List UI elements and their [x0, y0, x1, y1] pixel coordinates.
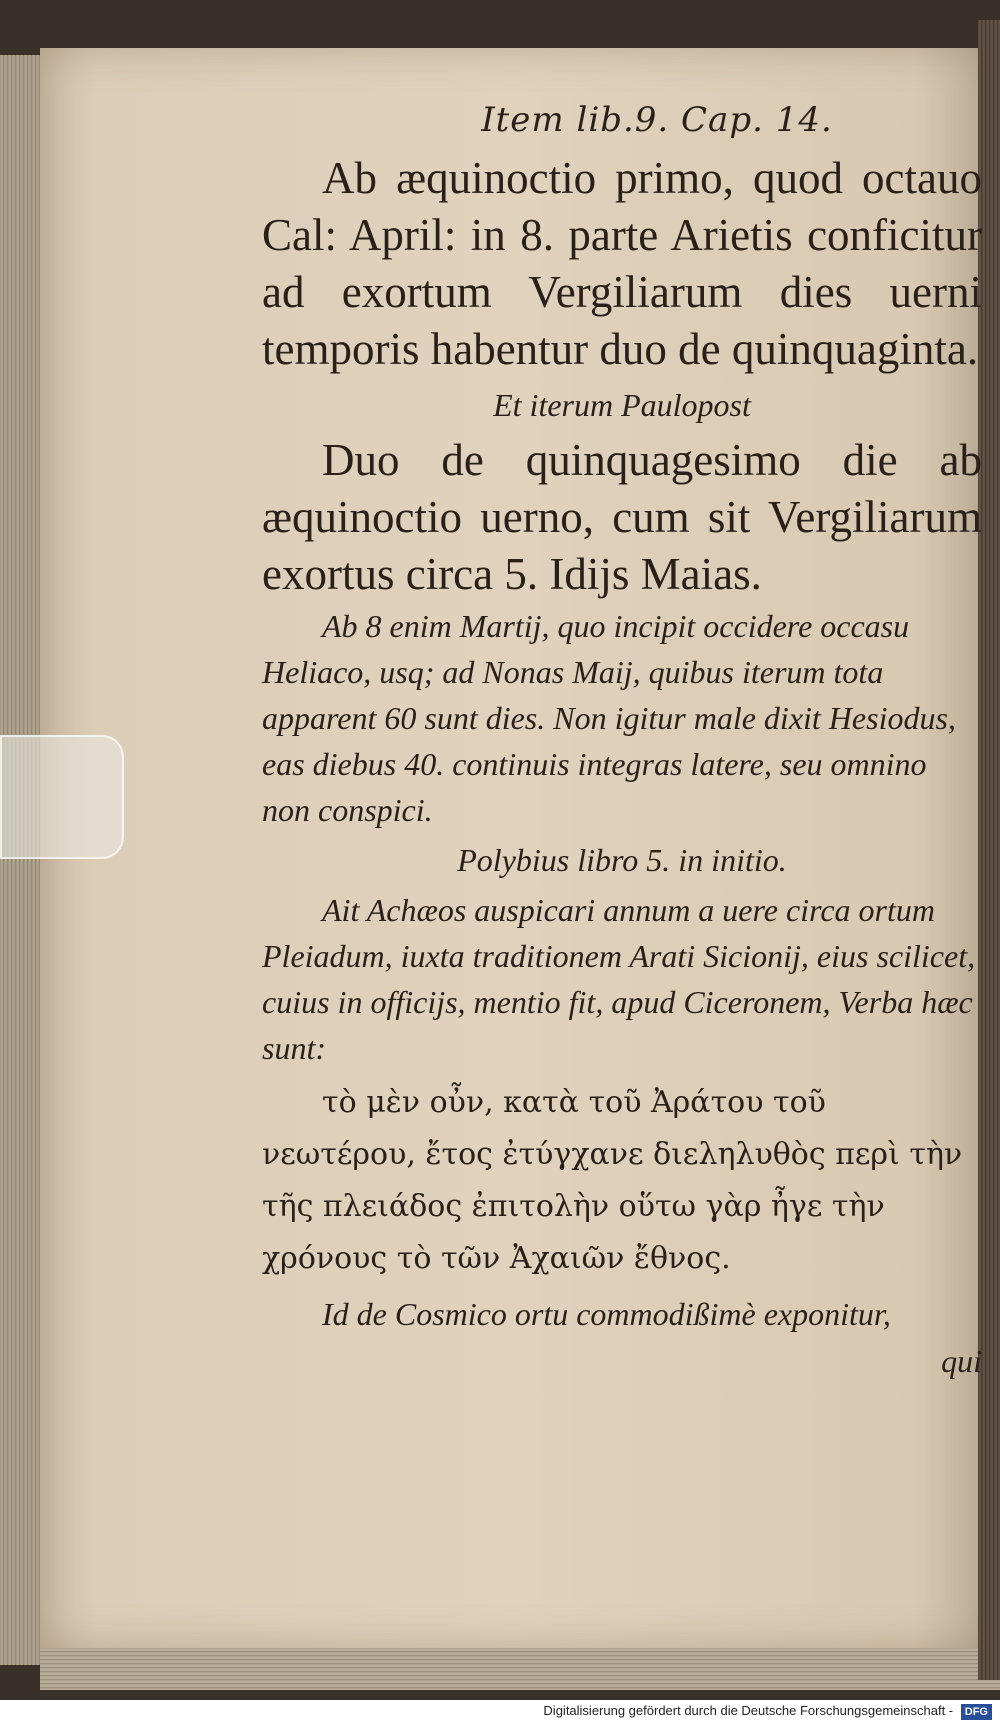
- paragraph-4: Ait Achæos auspicari annum a uere circa ortum Pleiadum, iuxta traditionem Arati Sicionij, eius scilicet, cuius in officijs, mentio fit, apud Ciceronem, Verba hæc sunt:: [262, 892, 976, 1066]
- page-clip: [0, 735, 124, 859]
- greek-quotation: τὸ μὲν οὖν, κατὰ τοῦ Ἀράτου τοῦ νεωτέρου, ἔτος ἐτύγχανε διεληλυθὸς περὶ τὴν τῆς πλειάδος ἐπιτολὴν οὕτω γὰρ ἦγε τὴν χρόνους τὸ τῶν Ἀχαιῶν ἔθνος.: [262, 1085, 963, 1276]
- paragraph-2: Duo de quinquagesimo die ab æquinoctio uerno, cum sit Vergiliarum exortus circa 5. Idijs Maias.: [262, 435, 982, 599]
- paragraph-5: Id de Cosmico ortu commodißimè exponitur,: [322, 1296, 891, 1332]
- catchword: qui: [941, 1343, 982, 1379]
- subheading-1: Et iterum Paulopost: [493, 387, 751, 423]
- subheading-2: Polybius libro 5. in initio.: [457, 842, 787, 878]
- footer-credit: Digitalisierung gefördert durch die Deutsche Forschungsgemeinschaft -: [543, 1703, 954, 1718]
- running-header: Item lib.9. Cap. 14.: [481, 100, 833, 140]
- page-text: [262, 100, 982, 1380]
- paragraph-1: Ab æquinoctio primo, quod octauo Cal: April: in 8. parte Arietis conficitur ad exortum Vergiliarum dies uerni temporis habentur duo de quinquaginta.: [262, 153, 982, 374]
- paragraph-3: Ab 8 enim Martij, quo incipit occidere occasu Heliaco, usq; ad Nonas Maij, quibus iterum tota apparent 60 sunt dies. Non igitur male dixit Hesiodus, eas diebus 40. continuis integras latere, seu omnino non conspici.: [262, 608, 956, 828]
- digitization-footer: [0, 1700, 1000, 1722]
- dfg-logo: DFG: [961, 1704, 992, 1720]
